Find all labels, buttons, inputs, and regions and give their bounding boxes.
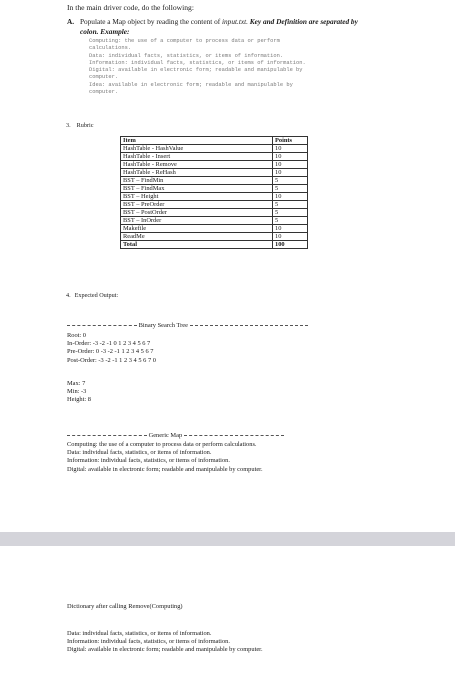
bst-root-line: Root: 0 xyxy=(67,332,86,339)
example-label-line xyxy=(80,27,129,36)
dash-rule xyxy=(67,325,137,326)
example-code-line: Idea: available in electronic form; readable and manipulable by xyxy=(89,82,293,88)
bst-postorder-line: Post-Order: -3 -2 -1 1 2 3 4 5 6 7 0 xyxy=(67,356,156,364)
rubric-points: 10 xyxy=(273,161,308,169)
table-row xyxy=(121,193,308,201)
rubric-points: 10 xyxy=(273,233,308,241)
rubric-item: BST – FindMin xyxy=(121,177,273,185)
table-row xyxy=(121,169,308,177)
bst-preorder-line: Pre-Order: 0 -3 -2 -1 1 2 3 4 5 6 7 xyxy=(67,348,154,356)
rubric-points: 5 xyxy=(273,185,308,193)
rubric-header-item: Item xyxy=(121,137,273,145)
section-3-heading xyxy=(66,122,93,129)
rubric-total-points: 100 xyxy=(273,241,308,249)
rubric-item: ReadMe xyxy=(121,233,273,241)
bst-header-line xyxy=(67,322,308,329)
rubric-total-row xyxy=(121,241,308,249)
rubric-points: 5 xyxy=(273,201,308,209)
bst-max-line: Max: 7 xyxy=(67,380,86,387)
example-code-line: Digital: available in electronic form; readable and manipulable by xyxy=(89,67,303,73)
section-4-number: 4. xyxy=(66,292,71,299)
rubric-item: HashTable - Insert xyxy=(121,153,273,161)
example-code-line: Computing: the use of a computer to process data or perform xyxy=(89,38,280,44)
rubric-header-points: Points xyxy=(273,137,308,145)
table-row xyxy=(121,233,308,241)
table-row xyxy=(121,217,308,225)
table-row xyxy=(121,161,308,169)
rubric-points: 5 xyxy=(273,217,308,225)
example-code-line: Information: individual facts, statistics, or items of information. xyxy=(89,59,306,66)
dictionary-output xyxy=(67,630,263,655)
rubric-item: BST – PreOrder xyxy=(121,201,273,209)
rubric-points: 10 xyxy=(273,193,308,201)
section-4-heading xyxy=(66,292,118,299)
section-4-title: Expected Output: xyxy=(74,292,119,299)
table-row xyxy=(121,153,308,161)
bst-stats xyxy=(67,380,91,405)
section-a-instruction xyxy=(67,17,358,26)
example-label: Example: xyxy=(100,27,130,36)
table-row xyxy=(121,225,308,233)
section-a-filename: input.txt. xyxy=(222,17,248,26)
intro-text: In the main driver code, do the following: xyxy=(67,3,194,12)
section-a-bold-text: Key and Definition are separated by xyxy=(249,17,358,26)
dash-rule xyxy=(184,435,284,436)
rubric-item: Makefile xyxy=(121,225,273,233)
section-3-number: 3. xyxy=(66,122,71,129)
rubric-item: HashTable - Remove xyxy=(121,161,273,169)
rubric-header-row xyxy=(121,137,308,145)
map-entry-line: Computing: the use of a computer to process data or perform calculations. xyxy=(67,441,257,448)
dash-rule xyxy=(190,325,308,326)
dictionary-title: Dictionary after calling Remove(Computing) xyxy=(67,603,183,610)
table-row xyxy=(121,145,308,153)
rubric-item: BST – FindMax xyxy=(121,185,273,193)
rubric-points: 5 xyxy=(273,209,308,217)
map-entry-line: Information: individual facts, statistics, or items of information. xyxy=(67,457,230,465)
rubric-item: BST – PostOrder xyxy=(121,209,273,217)
dash-rule xyxy=(67,435,147,436)
section-a-text: Populate a Map object by reading the content of xyxy=(79,17,221,26)
example-code-line: computer. xyxy=(89,88,119,95)
bst-inorder-line: In-Order: -3 -2 -1 0 1 2 3 4 5 6 7 xyxy=(67,340,151,348)
document-page-2 xyxy=(0,546,455,700)
rubric-table xyxy=(120,136,308,249)
table-row xyxy=(121,209,308,217)
map-entry-line: Data: individual facts, statistics, or items of information. xyxy=(67,449,212,457)
page-divider xyxy=(0,532,455,546)
example-code-line: calculations. xyxy=(89,44,132,51)
bst-height-line: Height: 8 xyxy=(67,396,91,404)
rubric-total-label: Total xyxy=(121,241,273,249)
example-code-line: computer. xyxy=(89,73,119,80)
table-row xyxy=(121,201,308,209)
rubric-item: BST – InOrder xyxy=(121,217,273,225)
rubric-points: 5 xyxy=(273,177,308,185)
generic-map-header: Generic Map xyxy=(148,432,183,439)
rubric-item: BST – Height xyxy=(121,193,273,201)
dictionary-entry-line: Digital: available in electronic form; readable and manipulable by computer. xyxy=(67,646,263,654)
rubric-points: 10 xyxy=(273,169,308,177)
section-a-letter: A. xyxy=(67,17,75,26)
section-3-title: Rubric xyxy=(76,122,94,129)
rubric-points: 10 xyxy=(273,225,308,233)
rubric-item: HashTable - ReHash xyxy=(121,169,273,177)
generic-map-header-line xyxy=(67,432,284,439)
rubric-item: HashTable - HashValue xyxy=(121,145,273,153)
dictionary-entry-line: Data: individual facts, statistics, or items of information. xyxy=(67,630,212,637)
dictionary-entry-line: Information: individual facts, statistics, or items of information. xyxy=(67,638,230,646)
rubric-points: 10 xyxy=(273,153,308,161)
map-entry-line: Digital: available in electronic form; readable and manipulable by computer. xyxy=(67,465,263,473)
generic-map-output xyxy=(67,441,263,474)
table-row xyxy=(121,185,308,193)
table-row xyxy=(121,177,308,185)
rubric-points: 10 xyxy=(273,145,308,153)
example-code-line: Data: individual facts, statistics, or items of information. xyxy=(89,53,284,59)
section-a-bold-line2: colon. xyxy=(80,27,99,36)
bst-min-line: Min: -3 xyxy=(67,388,87,396)
bst-header: Binary Search Tree xyxy=(138,322,188,329)
bst-traversals xyxy=(67,332,156,365)
